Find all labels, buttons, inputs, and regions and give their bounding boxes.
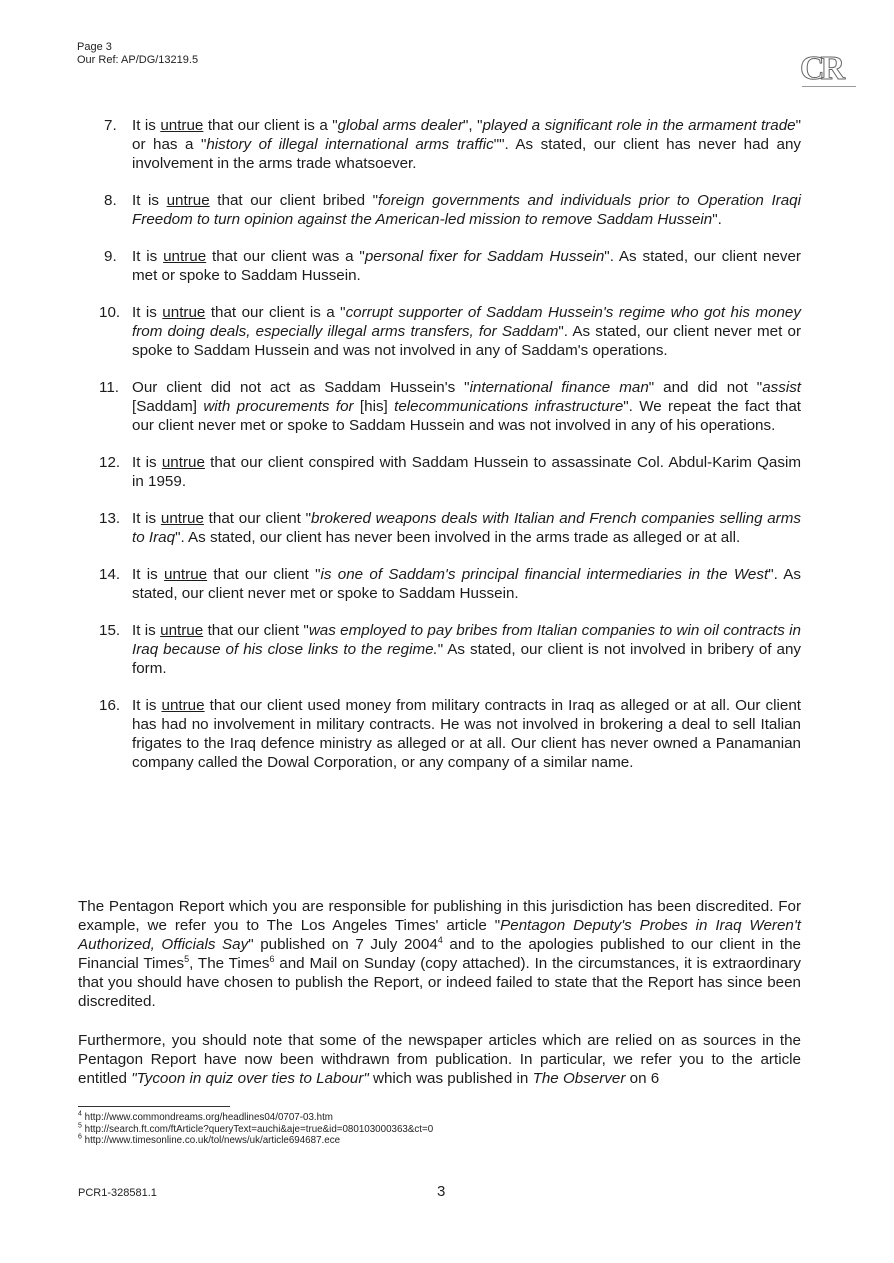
quoted-allegation: played a significant role in the armament trade <box>482 117 796 134</box>
quoted-allegation: corrupt supporter of Saddam Hussein's regime who got his money from doing deals, especially illegal arms transfers, for Saddam <box>132 304 801 340</box>
text-run: " and did not " <box>648 379 763 396</box>
text-run: , The Times <box>189 955 270 972</box>
item-number: 13. <box>99 510 121 527</box>
text-run: ". As stated, our client never met or spoke to Saddam Hussein and was not involved in any of Saddam's operations. <box>132 323 802 359</box>
item-number: 14. <box>99 566 121 583</box>
footnote-number: 5 <box>78 1122 82 1130</box>
emphasis-underline: untrue <box>161 697 205 714</box>
text-run: It is <box>132 510 161 527</box>
list-item <box>99 453 801 491</box>
text-run: ". As stated, our client has never been involved in the arms trade as alleged or at all. <box>175 529 741 546</box>
firm-logo <box>796 48 858 96</box>
text-run: that our client is a " <box>203 117 338 134</box>
list-item <box>99 621 802 678</box>
emphasis-underline: untrue <box>160 622 204 639</box>
item-number: 12. <box>99 454 121 471</box>
item-number: 9. <box>104 248 117 265</box>
text-run: ", " <box>463 117 483 134</box>
text-run: The Pentagon Report which you are responsible for publishing in this jurisdiction has been discredited. For example, we refer you to The Los Angeles Times' article " <box>78 898 801 934</box>
emphasis-underline: untrue <box>161 454 205 471</box>
item-text <box>132 304 801 359</box>
item-number: 7. <box>104 117 117 134</box>
emphasis-underline: untrue <box>163 248 207 265</box>
quoted-allegation: The Observer <box>532 1070 626 1087</box>
list-item <box>99 696 801 772</box>
footnote-reference: 5 <box>184 953 190 964</box>
page-header <box>77 41 198 67</box>
footnote <box>78 1135 433 1147</box>
text-run: ". As stated, our client never met or spoke to Saddam Hussein. <box>132 566 801 602</box>
text-run: which was published in <box>368 1070 533 1087</box>
item-number: 8. <box>104 192 117 209</box>
item-text <box>132 379 801 434</box>
list-item <box>104 191 801 229</box>
quoted-allegation: history of illegal international arms traffic <box>206 136 494 153</box>
emphasis-underline: untrue <box>166 192 210 209</box>
text-run: It is <box>132 117 161 134</box>
text-run: It is <box>132 248 164 265</box>
text-run: and to the apologies published to our client in the Financial Times <box>78 936 801 972</box>
item-text <box>132 566 801 602</box>
text-run: " or has a " <box>132 117 801 153</box>
text-run: on 6 <box>625 1070 660 1087</box>
text-run: that our client bribed " <box>209 192 379 209</box>
reference-label: Our Ref: AP/DG/13219.5 <box>77 54 199 66</box>
footnote-link[interactable]: http://www.timesonline.co.uk/tol/news/uk/article694687.ece <box>84 1135 341 1146</box>
text-run: It is <box>132 304 163 321</box>
text-run: It is <box>132 192 167 209</box>
document-reference: PCR1-328581.1 <box>78 1187 157 1199</box>
page-number: 3 <box>437 1183 446 1200</box>
quoted-allegation: with procurements for <box>203 398 354 415</box>
list-item <box>99 303 802 360</box>
text-run: It is <box>132 697 162 714</box>
quoted-allegation: brokered weapons deals with Italian and French companies selling arms to Iraq <box>132 510 801 546</box>
footnote-number: 6 <box>78 1133 82 1141</box>
allegations-list <box>99 116 802 790</box>
quoted-allegation: "Tycoon in quiz over ties to Labour" <box>131 1070 369 1087</box>
text-run: ". We repeat the fact that our client never met or spoke to Saddam Hussein and was not involved in any of his operations. <box>132 398 801 434</box>
footnote-link[interactable]: http://search.ft.com/ftArticle?queryText=auchi&aje=true&id=080103000363&ct=0 <box>84 1123 434 1135</box>
item-number: 11. <box>99 379 119 396</box>
text-run: that our client is a " <box>205 304 346 321</box>
list-item <box>99 565 801 603</box>
text-run: that our client " <box>203 510 311 527</box>
item-text <box>132 117 801 172</box>
text-run: that our client conspired with Saddam Hussein to assassinate Col. Abdul-Karim Qasim in 1959. <box>132 454 801 490</box>
quoted-allegation: Pentagon Deputy's Probes in Iraq Weren't Authorized, Officials Say <box>78 917 801 953</box>
text-run: and Mail on Sunday (copy attached). In the circumstances, it is extraordinary that you should have chosen to publish the Report, or indeed failed to state that the Report has since been discredited. <box>78 955 801 1010</box>
emphasis-underline: untrue <box>164 566 208 583</box>
footnote-reference: 4 <box>437 934 443 945</box>
footnote-separator <box>78 1106 230 1107</box>
quoted-allegation: was employed to pay bribes from Italian companies to win oil contracts in Iraq because of his close links to the regime. <box>132 622 801 658</box>
text-run: Our client did not act as Saddam Hussein's " <box>132 379 470 396</box>
newspaper-articles-paragraph <box>78 1031 801 1088</box>
quoted-allegation: is one of Saddam's principal financial intermediaries in the West <box>320 566 769 583</box>
emphasis-underline: untrue <box>162 304 206 321</box>
footnote-number: 4 <box>78 1110 82 1118</box>
footnote <box>78 1124 433 1136</box>
item-number: 15. <box>99 622 121 639</box>
footnote-reference: 6 <box>269 953 275 964</box>
text-run: that our client " <box>203 622 309 639</box>
item-text <box>132 454 801 490</box>
quoted-allegation: personal fixer for Saddam Hussein <box>364 248 605 265</box>
item-text <box>132 697 801 771</box>
text-run: "". As stated, our client has never had any involvement in the arms trade whatsoever. <box>132 136 801 172</box>
text-run: It is <box>132 622 161 639</box>
text-run: " published on 7 July 2004 <box>248 936 438 953</box>
text-run: [his] <box>353 398 395 415</box>
footnote <box>78 1112 433 1124</box>
list-item <box>99 509 801 547</box>
text-run: " As stated, our client is not involved in bribery of any form. <box>132 641 802 677</box>
text-run: that our client was a " <box>206 248 365 265</box>
item-number: 10. <box>99 304 121 321</box>
item-text <box>132 510 801 546</box>
item-text <box>132 248 801 284</box>
text-run: It is <box>132 454 162 471</box>
quoted-allegation: international finance man <box>469 379 649 396</box>
text-run: ". <box>712 211 722 228</box>
list-item <box>104 116 801 173</box>
logo-text: CR <box>800 50 842 87</box>
emphasis-underline: untrue <box>160 117 204 134</box>
pentagon-report-paragraph <box>78 897 801 1011</box>
emphasis-underline: untrue <box>160 510 204 527</box>
quoted-allegation: telecommunications infrastructure <box>394 398 624 415</box>
page-label: Page 3 <box>77 41 112 53</box>
list-item <box>99 378 802 435</box>
text-run: [Saddam] <box>132 398 204 415</box>
item-text <box>132 622 801 677</box>
footnotes <box>78 1112 433 1147</box>
item-text <box>132 192 801 228</box>
text-run: that our client used money from military contracts in Iraq as alleged or at all. Our client has had no involvement in military contracts. He was not involved in brokering a deal to sell Italian frigates to the Iraq defence ministry as alleged or at all. Our client has never owned a Panamanian company called the Dowal Corporation, or any company of a similar name. <box>132 697 801 771</box>
quoted-allegation: foreign governments and individuals prior to Operation Iraqi Freedom to turn opinion against the American-led mission to remove Saddam Hussein <box>132 192 801 228</box>
text-run: Furthermore, you should note that some of the newspaper articles which are relied on as sources in the Pentagon Report have now been withdrawn from publication. In particular, we refer you to the article entitled <box>78 1032 801 1087</box>
footnote-link[interactable]: http://www.commondreams.org/headlines04/0707-03.htm <box>84 1112 333 1123</box>
text-run: that our client " <box>207 566 321 583</box>
text-run: ". As stated, our client never met or spoke to Saddam Hussein. <box>132 248 801 284</box>
list-item <box>104 247 801 285</box>
logo-underline <box>802 86 856 87</box>
quoted-allegation: assist <box>762 379 802 396</box>
quoted-allegation: global arms dealer <box>337 117 464 134</box>
item-number: 16. <box>99 697 121 714</box>
text-run: It is <box>132 566 165 583</box>
